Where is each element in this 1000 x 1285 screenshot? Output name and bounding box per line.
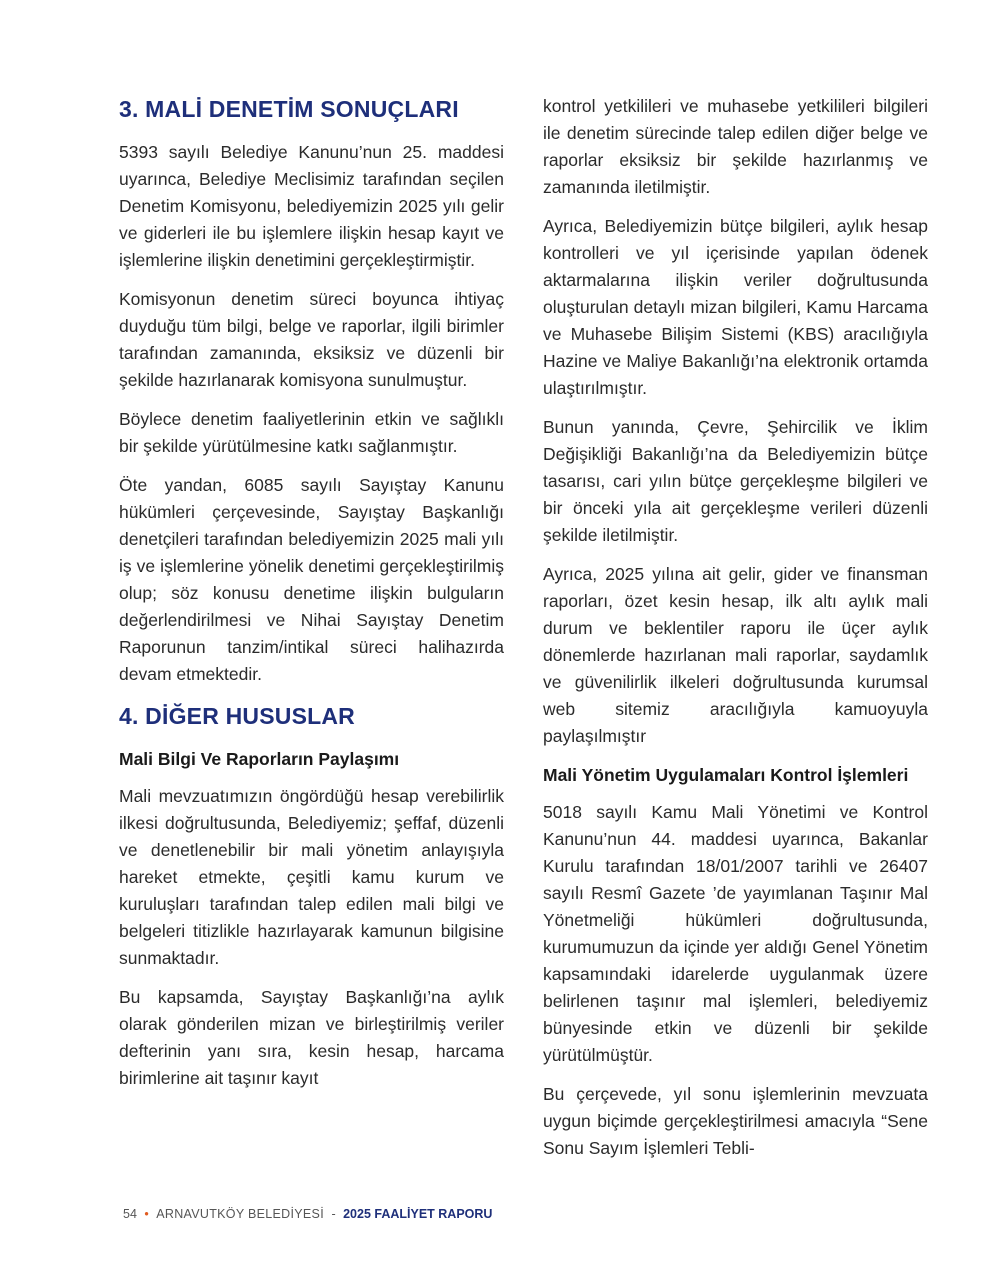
- paragraph: kontrol yetkilileri ve muhasebe yetkilileri bilgileri ile denetim sürecinde talep edilen diğer belge ve raporlar eksiksiz bir şekilde hazırlanmış ve zamanında iletilmiştir.: [543, 96, 928, 197]
- paragraph: Bu çerçevede, yıl sonu işlemlerinin mevzuata uygun biçimde gerçekleştirilmesi amacıyla “Sene Sonu Sayım İşlemleri Tebli-: [543, 1084, 928, 1158]
- section-3-title: 3. MALİ DENETİM SONUÇLARI: [119, 96, 459, 122]
- paragraph: Ayrıca, 2025 yılına ait gelir, gider ve finansman raporları, özet kesin hesap, ilk altı aylık mali durum ve beklentiler raporu ile üçer aylık dönemlerde hazırlanan mali raporlar, saydamlık ve güvenilirlik ilkeleri doğrultusunda kurumsal web sitemiz aracılığıyla kamuoyuyla paylaşılmıştır: [543, 564, 928, 746]
- subheading-mali-yonetim: Mali Yönetim Uygulamaları Kontrol İşlemleri: [543, 765, 909, 785]
- report-title: 2025 FAALİYET RAPORU: [343, 1207, 493, 1221]
- paragraph: Bunun yanında, Çevre, Şehircilik ve İklim Değişikliği Bakanlığı’na da Belediyemizin bütçe tasarısı, cari yılın bütçe gerçekleşme bilgileri ve bir önceki yıla ait gerçekleşme verileri düzenli şekilde iletilmiştir.: [543, 417, 928, 545]
- paragraph: Bu kapsamda, Sayıştay Başkanlığı’na aylık olarak gönderilen mizan ve birleştirilmiş veriler defterinin yanı sıra, kesin hesap, harcama birimlerine ait taşınır kayıt: [119, 987, 504, 1088]
- footer-separator: -: [331, 1207, 336, 1221]
- paragraph: Mali mevzuatımızın öngördüğü hesap verebilirlik ilkesi doğrultusunda, Belediyemiz; şeffaf, düzenli ve denetlenebilir bir mali yönetim anlayışıyla hareket etmekte, çeşitli kamu kurum ve kuruluşları tarafından talep edilen mali bilgi ve belgeleri titizlikle hazırlayarak kamunun bilgisine sunmaktadır.: [119, 786, 504, 968]
- page-number: 54: [123, 1207, 137, 1221]
- paragraph: Komisyonun denetim süreci boyunca ihtiyaç duyduğu tüm bilgi, belge ve raporlar, ilgili birimler tarafından zamanında, eksiksiz ve düzenli bir şekilde hazırlanarak komisyona sunulmuştur.: [119, 289, 504, 390]
- subheading-mali-bilgi: Mali Bilgi Ve Raporların Paylaşımı: [119, 749, 400, 769]
- section-4-title: 4. DİĞER HUSUSLAR: [119, 703, 355, 729]
- left-column: [119, 93, 504, 1104]
- paragraph: Öte yandan, 6085 sayılı Sayıştay Kanunu hükümleri çerçevesinde, Sayıştay Başkanlığı denetçileri tarafından belediyemizin 2025 mali yılı iş ve işlemlerine yönelik denetimi gerçekleştirilmiş olup; söz konusu denetime ilişkin bulguların değerlendirilmesi ve Nihai Sayıştay Denetim Raporunun tanzim/intikal süreci halihazırda devam etmektedir.: [119, 475, 504, 684]
- page-footer: [123, 1207, 492, 1221]
- paragraph: 5393 sayılı Belediye Kanunu’nun 25. maddesi uyarınca, Belediye Meclisimiz tarafından seçilen Denetim Komisyonu, belediyemizin 2025 yılı gelir ve giderleri ile bu işlemlere ilişkin hesap kayıt ve işlemlerine ilişkin denetimini gerçekleştirmiştir.: [119, 142, 504, 270]
- paragraph: Böylece denetim faaliyetlerinin etkin ve sağlıklı bir şekilde yürütülmesine katkı sağlanmıştır.: [119, 409, 504, 456]
- bullet-icon: •: [144, 1207, 149, 1221]
- paragraph: 5018 sayılı Kamu Mali Yönetimi ve Kontrol Kanunu’nun 44. maddesi uyarınca, Bakanlar Kurulu tarafından 18/01/2007 tarihli ve 26407 sayılı Resmî Gazete ’de yayımlanan Taşınır Mal Yönetmeliği hükümleri doğrultusunda, kurumumuzun da içinde yer aldığı Genel Yönetim kapsamındaki idarelerde uygulanmak üzere belirlenen taşınır mal işlemleri, belediyemiz bünyesinde etkin ve düzenli bir şekilde yürütülmüştür.: [543, 802, 928, 1065]
- paragraph: Ayrıca, Belediyemizin bütçe bilgileri, aylık hesap kontrolleri ve yıl içerisinde yapılan ödenek aktarmalarına ilişkin veriler doğrultusunda oluşturulan detaylı mizan bilgileri, Kamu Harcama ve Muhasebe Bilişim Sistemi (KBS) aracılığıyla Hazine ve Maliye Bakanlığı’na elektronik ortamda ulaştırılmıştır.: [543, 216, 928, 398]
- organization-name: ARNAVUTKÖY BELEDİYESİ: [156, 1207, 324, 1221]
- right-column: [543, 93, 928, 1174]
